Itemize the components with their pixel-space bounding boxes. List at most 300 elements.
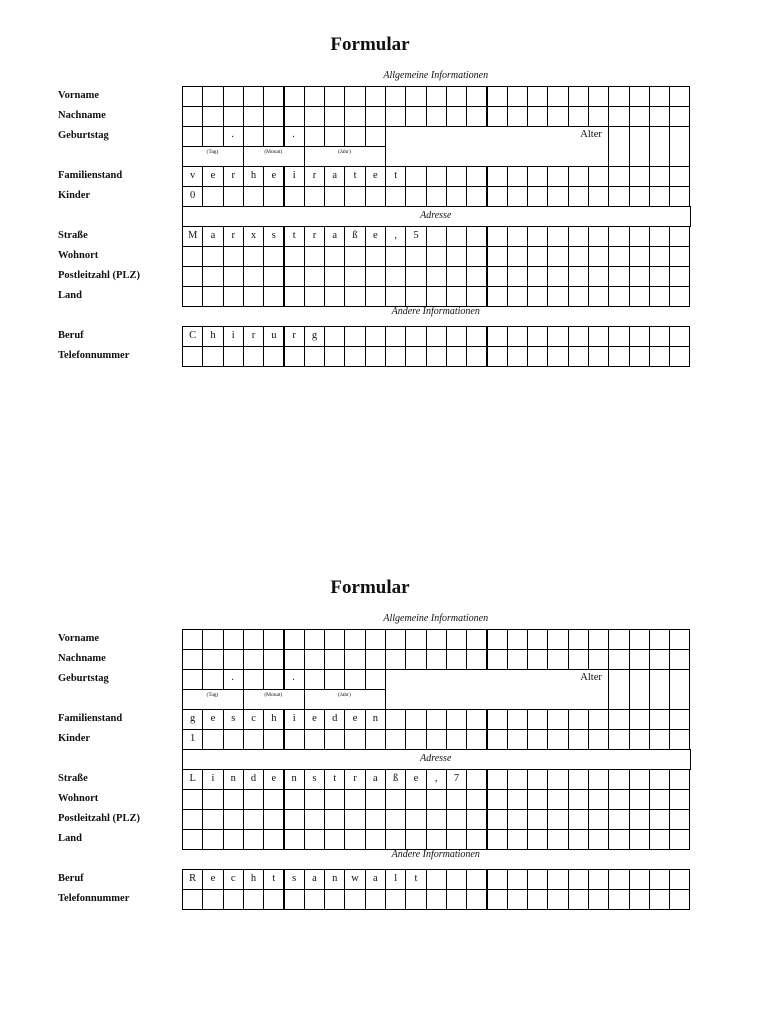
land-cell[interactable] — [344, 286, 365, 307]
strasse-cell[interactable] — [527, 769, 548, 790]
vorname-cell[interactable] — [568, 629, 589, 650]
beruf-cell[interactable]: t — [405, 869, 426, 890]
familienstand-cell[interactable]: d — [324, 709, 345, 730]
plz-cell[interactable] — [629, 266, 650, 287]
familienstand-cell[interactable] — [487, 709, 508, 730]
birthday-digit-cell[interactable] — [304, 126, 325, 147]
plz-cell[interactable] — [608, 266, 629, 287]
land-cell[interactable] — [507, 829, 528, 850]
wohnort-cell[interactable] — [629, 246, 650, 267]
vorname-cell[interactable] — [304, 86, 325, 107]
age-digit-cell[interactable] — [608, 126, 629, 167]
strasse-cell[interactable]: e — [405, 769, 426, 790]
familienstand-cell[interactable]: e — [304, 709, 325, 730]
land-cell[interactable] — [365, 829, 386, 850]
land-cell[interactable] — [284, 286, 305, 307]
telefon-cell[interactable] — [568, 889, 589, 910]
wohnort-cell[interactable] — [182, 246, 203, 267]
beruf-cell[interactable] — [507, 869, 528, 890]
beruf-cell[interactable] — [669, 326, 690, 347]
kinder-cell[interactable] — [284, 186, 305, 207]
plz-cell[interactable] — [669, 809, 690, 830]
strasse-cell[interactable]: t — [324, 769, 345, 790]
kinder-cell[interactable]: 0 — [182, 186, 203, 207]
land-cell[interactable] — [426, 829, 447, 850]
telefon-cell[interactable] — [223, 889, 244, 910]
land-cell[interactable] — [649, 286, 670, 307]
familienstand-cell[interactable] — [629, 709, 650, 730]
nachname-cell[interactable] — [649, 649, 670, 670]
telefon-cell[interactable] — [365, 889, 386, 910]
wohnort-cell[interactable] — [202, 246, 223, 267]
birthday-digit-cell[interactable] — [344, 126, 365, 147]
plz-cell[interactable] — [426, 266, 447, 287]
beruf-cell[interactable]: l — [385, 869, 406, 890]
telefon-cell[interactable] — [202, 346, 223, 367]
beruf-cell[interactable] — [405, 326, 426, 347]
land-cell[interactable] — [385, 829, 406, 850]
kinder-cell[interactable] — [588, 729, 609, 750]
strasse-cell[interactable]: e — [365, 226, 386, 247]
vorname-cell[interactable] — [608, 629, 629, 650]
land-cell[interactable] — [588, 829, 609, 850]
nachname-cell[interactable] — [385, 649, 406, 670]
plz-cell[interactable] — [547, 809, 568, 830]
kinder-cell[interactable] — [344, 729, 365, 750]
kinder-cell[interactable] — [568, 186, 589, 207]
plz-cell[interactable] — [223, 266, 244, 287]
familienstand-cell[interactable]: r — [223, 166, 244, 187]
telefon-cell[interactable] — [547, 889, 568, 910]
kinder-cell[interactable] — [284, 729, 305, 750]
telefon-cell[interactable] — [507, 346, 528, 367]
vorname-cell[interactable] — [547, 86, 568, 107]
plz-cell[interactable] — [263, 809, 284, 830]
land-cell[interactable] — [202, 286, 223, 307]
vorname-cell[interactable] — [304, 629, 325, 650]
land-cell[interactable] — [446, 286, 467, 307]
plz-cell[interactable] — [243, 266, 264, 287]
nachname-cell[interactable] — [284, 649, 305, 670]
plz-cell[interactable] — [426, 809, 447, 830]
nachname-cell[interactable] — [629, 649, 650, 670]
strasse-cell[interactable]: a — [202, 226, 223, 247]
wohnort-cell[interactable] — [182, 789, 203, 810]
vorname-cell[interactable] — [426, 86, 447, 107]
nachname-cell[interactable] — [202, 106, 223, 127]
kinder-cell[interactable] — [263, 186, 284, 207]
wohnort-cell[interactable] — [223, 789, 244, 810]
familienstand-cell[interactable]: e — [365, 166, 386, 187]
strasse-cell[interactable] — [608, 769, 629, 790]
familienstand-cell[interactable]: r — [304, 166, 325, 187]
strasse-cell[interactable] — [466, 769, 487, 790]
familienstand-cell[interactable] — [507, 166, 528, 187]
plz-cell[interactable] — [669, 266, 690, 287]
vorname-cell[interactable] — [649, 629, 670, 650]
strasse-cell[interactable]: x — [243, 226, 264, 247]
nachname-cell[interactable] — [385, 106, 406, 127]
kinder-cell[interactable] — [223, 186, 244, 207]
vorname-cell[interactable] — [223, 629, 244, 650]
vorname-cell[interactable] — [223, 86, 244, 107]
nachname-cell[interactable] — [182, 649, 203, 670]
nachname-cell[interactable] — [304, 106, 325, 127]
beruf-cell[interactable] — [365, 326, 386, 347]
nachname-cell[interactable] — [344, 649, 365, 670]
kinder-cell[interactable] — [385, 729, 406, 750]
wohnort-cell[interactable] — [588, 246, 609, 267]
strasse-cell[interactable] — [507, 769, 528, 790]
land-cell[interactable] — [243, 829, 264, 850]
wohnort-cell[interactable] — [568, 789, 589, 810]
land-cell[interactable] — [527, 286, 548, 307]
familienstand-cell[interactable] — [466, 709, 487, 730]
familienstand-cell[interactable] — [547, 709, 568, 730]
vorname-cell[interactable] — [446, 86, 467, 107]
telefon-cell[interactable] — [182, 889, 203, 910]
nachname-cell[interactable] — [547, 106, 568, 127]
plz-cell[interactable] — [629, 809, 650, 830]
familienstand-cell[interactable]: e — [263, 166, 284, 187]
strasse-cell[interactable] — [426, 226, 447, 247]
plz-cell[interactable] — [527, 266, 548, 287]
wohnort-cell[interactable] — [466, 789, 487, 810]
kinder-cell[interactable] — [568, 729, 589, 750]
nachname-cell[interactable] — [426, 649, 447, 670]
land-cell[interactable] — [608, 286, 629, 307]
kinder-cell[interactable] — [243, 186, 264, 207]
beruf-cell[interactable]: a — [365, 869, 386, 890]
telefon-cell[interactable] — [385, 346, 406, 367]
kinder-cell[interactable] — [466, 729, 487, 750]
wohnort-cell[interactable] — [304, 789, 325, 810]
strasse-cell[interactable]: e — [263, 769, 284, 790]
plz-cell[interactable] — [446, 266, 467, 287]
telefon-cell[interactable] — [466, 889, 487, 910]
wohnort-cell[interactable] — [223, 246, 244, 267]
birthday-digit-cell[interactable] — [365, 126, 386, 147]
wohnort-cell[interactable] — [284, 246, 305, 267]
plz-cell[interactable] — [284, 809, 305, 830]
vorname-cell[interactable] — [629, 86, 650, 107]
nachname-cell[interactable] — [588, 649, 609, 670]
telefon-cell[interactable] — [385, 889, 406, 910]
kinder-cell[interactable] — [365, 729, 386, 750]
nachname-cell[interactable] — [243, 649, 264, 670]
telefon-cell[interactable] — [629, 346, 650, 367]
familienstand-cell[interactable] — [446, 709, 467, 730]
strasse-cell[interactable] — [588, 226, 609, 247]
vorname-cell[interactable] — [344, 629, 365, 650]
nachname-cell[interactable] — [527, 106, 548, 127]
beruf-cell[interactable] — [385, 326, 406, 347]
land-cell[interactable] — [182, 829, 203, 850]
beruf-cell[interactable] — [324, 326, 345, 347]
beruf-cell[interactable] — [344, 326, 365, 347]
nachname-cell[interactable] — [568, 649, 589, 670]
strasse-cell[interactable] — [588, 769, 609, 790]
plz-cell[interactable] — [446, 809, 467, 830]
plz-cell[interactable] — [588, 266, 609, 287]
plz-cell[interactable] — [568, 809, 589, 830]
wohnort-cell[interactable] — [466, 246, 487, 267]
telefon-cell[interactable] — [568, 346, 589, 367]
telefon-cell[interactable] — [649, 889, 670, 910]
kinder-cell[interactable] — [405, 186, 426, 207]
wohnort-cell[interactable] — [365, 246, 386, 267]
beruf-cell[interactable] — [629, 869, 650, 890]
birthday-digit-cell[interactable] — [202, 126, 223, 147]
strasse-cell[interactable] — [608, 226, 629, 247]
birthday-digit-cell[interactable] — [263, 126, 284, 147]
beruf-cell[interactable] — [547, 326, 568, 347]
telefon-cell[interactable] — [669, 346, 690, 367]
plz-cell[interactable] — [588, 809, 609, 830]
land-cell[interactable] — [223, 286, 244, 307]
vorname-cell[interactable] — [649, 86, 670, 107]
telefon-cell[interactable] — [487, 346, 508, 367]
kinder-cell[interactable] — [669, 186, 690, 207]
land-cell[interactable] — [608, 829, 629, 850]
strasse-cell[interactable] — [547, 226, 568, 247]
plz-cell[interactable] — [405, 266, 426, 287]
vorname-cell[interactable] — [507, 629, 528, 650]
plz-cell[interactable] — [385, 266, 406, 287]
beruf-cell[interactable]: r — [243, 326, 264, 347]
beruf-cell[interactable] — [466, 869, 487, 890]
nachname-cell[interactable] — [365, 649, 386, 670]
beruf-cell[interactable]: s — [284, 869, 305, 890]
strasse-cell[interactable]: ß — [385, 769, 406, 790]
strasse-cell[interactable]: s — [263, 226, 284, 247]
telefon-cell[interactable] — [426, 889, 447, 910]
land-cell[interactable] — [649, 829, 670, 850]
telefon-cell[interactable] — [304, 889, 325, 910]
beruf-cell[interactable] — [466, 326, 487, 347]
nachname-cell[interactable] — [487, 106, 508, 127]
wohnort-cell[interactable] — [527, 789, 548, 810]
wohnort-cell[interactable] — [487, 246, 508, 267]
vorname-cell[interactable] — [527, 629, 548, 650]
kinder-cell[interactable] — [202, 729, 223, 750]
kinder-cell[interactable] — [243, 729, 264, 750]
strasse-cell[interactable] — [629, 769, 650, 790]
wohnort-cell[interactable] — [344, 246, 365, 267]
beruf-cell[interactable] — [568, 326, 589, 347]
land-cell[interactable] — [365, 286, 386, 307]
beruf-cell[interactable] — [608, 869, 629, 890]
birthday-digit-cell[interactable] — [182, 669, 203, 690]
plz-cell[interactable] — [365, 266, 386, 287]
strasse-cell[interactable]: t — [284, 226, 305, 247]
familienstand-cell[interactable]: a — [324, 166, 345, 187]
familienstand-cell[interactable] — [527, 709, 548, 730]
plz-cell[interactable] — [202, 266, 223, 287]
wohnort-cell[interactable] — [426, 246, 447, 267]
wohnort-cell[interactable] — [263, 789, 284, 810]
telefon-cell[interactable] — [202, 889, 223, 910]
strasse-cell[interactable]: s — [304, 769, 325, 790]
beruf-cell[interactable]: g — [304, 326, 325, 347]
land-cell[interactable] — [223, 829, 244, 850]
plz-cell[interactable] — [223, 809, 244, 830]
wohnort-cell[interactable] — [547, 246, 568, 267]
plz-cell[interactable] — [608, 809, 629, 830]
kinder-cell[interactable] — [507, 729, 528, 750]
strasse-cell[interactable]: L — [182, 769, 203, 790]
wohnort-cell[interactable] — [385, 246, 406, 267]
beruf-cell[interactable]: c — [223, 869, 244, 890]
birthday-digit-cell[interactable] — [304, 669, 325, 690]
strasse-cell[interactable]: r — [304, 226, 325, 247]
kinder-cell[interactable] — [202, 186, 223, 207]
beruf-cell[interactable] — [446, 326, 467, 347]
wohnort-cell[interactable] — [547, 789, 568, 810]
birthday-digit-cell[interactable] — [324, 669, 345, 690]
nachname-cell[interactable] — [202, 649, 223, 670]
familienstand-cell[interactable] — [405, 709, 426, 730]
wohnort-cell[interactable] — [608, 789, 629, 810]
land-cell[interactable] — [243, 286, 264, 307]
vorname-cell[interactable] — [547, 629, 568, 650]
familienstand-cell[interactable]: e — [202, 166, 223, 187]
strasse-cell[interactable] — [629, 226, 650, 247]
wohnort-cell[interactable] — [405, 789, 426, 810]
nachname-cell[interactable] — [405, 106, 426, 127]
plz-cell[interactable] — [466, 809, 487, 830]
familienstand-cell[interactable]: h — [243, 166, 264, 187]
nachname-cell[interactable] — [649, 106, 670, 127]
land-cell[interactable] — [568, 829, 589, 850]
wohnort-cell[interactable] — [446, 246, 467, 267]
beruf-cell[interactable] — [629, 326, 650, 347]
nachname-cell[interactable] — [507, 106, 528, 127]
nachname-cell[interactable] — [527, 649, 548, 670]
telefon-cell[interactable] — [263, 889, 284, 910]
strasse-cell[interactable]: , — [426, 769, 447, 790]
familienstand-cell[interactable] — [608, 709, 629, 730]
telefon-cell[interactable] — [284, 346, 305, 367]
kinder-cell[interactable] — [547, 186, 568, 207]
familienstand-cell[interactable] — [629, 166, 650, 187]
familienstand-cell[interactable]: t — [344, 166, 365, 187]
vorname-cell[interactable] — [466, 629, 487, 650]
beruf-cell[interactable]: C — [182, 326, 203, 347]
land-cell[interactable] — [669, 829, 690, 850]
kinder-cell[interactable] — [426, 729, 447, 750]
wohnort-cell[interactable] — [527, 246, 548, 267]
telefon-cell[interactable] — [629, 889, 650, 910]
vorname-cell[interactable] — [243, 86, 264, 107]
nachname-cell[interactable] — [426, 106, 447, 127]
plz-cell[interactable] — [324, 809, 345, 830]
strasse-cell[interactable]: n — [284, 769, 305, 790]
vorname-cell[interactable] — [405, 86, 426, 107]
land-cell[interactable] — [324, 829, 345, 850]
nachname-cell[interactable] — [669, 106, 690, 127]
vorname-cell[interactable] — [243, 629, 264, 650]
kinder-cell[interactable] — [466, 186, 487, 207]
kinder-cell[interactable] — [446, 729, 467, 750]
nachname-cell[interactable] — [324, 106, 345, 127]
familienstand-cell[interactable] — [426, 166, 447, 187]
land-cell[interactable] — [547, 829, 568, 850]
plz-cell[interactable] — [507, 809, 528, 830]
age-digit-cell[interactable] — [669, 669, 690, 710]
birthday-digit-cell[interactable] — [344, 669, 365, 690]
telefon-cell[interactable] — [608, 346, 629, 367]
strasse-cell[interactable]: 5 — [405, 226, 426, 247]
vorname-cell[interactable] — [324, 86, 345, 107]
wohnort-cell[interactable] — [669, 246, 690, 267]
nachname-cell[interactable] — [608, 649, 629, 670]
land-cell[interactable] — [263, 829, 284, 850]
wohnort-cell[interactable] — [284, 789, 305, 810]
strasse-cell[interactable]: M — [182, 226, 203, 247]
telefon-cell[interactable] — [487, 889, 508, 910]
vorname-cell[interactable] — [487, 86, 508, 107]
familienstand-cell[interactable] — [649, 166, 670, 187]
strasse-cell[interactable]: a — [365, 769, 386, 790]
birthday-digit-cell[interactable] — [182, 126, 203, 147]
wohnort-cell[interactable] — [507, 789, 528, 810]
vorname-cell[interactable] — [405, 629, 426, 650]
age-digit-cell[interactable] — [629, 669, 650, 710]
familienstand-cell[interactable]: i — [284, 166, 305, 187]
beruf-cell[interactable]: h — [243, 869, 264, 890]
plz-cell[interactable] — [527, 809, 548, 830]
plz-cell[interactable] — [385, 809, 406, 830]
plz-cell[interactable] — [263, 266, 284, 287]
kinder-cell[interactable] — [629, 186, 650, 207]
vorname-cell[interactable] — [487, 629, 508, 650]
familienstand-cell[interactable]: c — [243, 709, 264, 730]
kinder-cell[interactable] — [324, 729, 345, 750]
land-cell[interactable] — [629, 829, 650, 850]
beruf-cell[interactable]: n — [324, 869, 345, 890]
vorname-cell[interactable] — [263, 629, 284, 650]
beruf-cell[interactable] — [588, 869, 609, 890]
kinder-cell[interactable] — [304, 186, 325, 207]
familienstand-cell[interactable]: n — [365, 709, 386, 730]
telefon-cell[interactable] — [669, 889, 690, 910]
strasse-cell[interactable] — [669, 226, 690, 247]
birthday-digit-cell[interactable] — [365, 669, 386, 690]
vorname-cell[interactable] — [365, 86, 386, 107]
wohnort-cell[interactable] — [446, 789, 467, 810]
kinder-cell[interactable] — [629, 729, 650, 750]
strasse-cell[interactable]: 7 — [446, 769, 467, 790]
birthday-digit-cell[interactable] — [324, 126, 345, 147]
telefon-cell[interactable] — [344, 346, 365, 367]
strasse-cell[interactable]: i — [202, 769, 223, 790]
plz-cell[interactable] — [507, 266, 528, 287]
telefon-cell[interactable] — [365, 346, 386, 367]
land-cell[interactable] — [527, 829, 548, 850]
nachname-cell[interactable] — [446, 106, 467, 127]
kinder-cell[interactable] — [324, 186, 345, 207]
beruf-cell[interactable] — [669, 869, 690, 890]
kinder-cell[interactable] — [223, 729, 244, 750]
nachname-cell[interactable] — [365, 106, 386, 127]
wohnort-cell[interactable] — [202, 789, 223, 810]
beruf-cell[interactable]: u — [263, 326, 284, 347]
vorname-cell[interactable] — [385, 86, 406, 107]
telefon-cell[interactable] — [446, 346, 467, 367]
birthday-digit-cell[interactable] — [202, 669, 223, 690]
beruf-cell[interactable] — [426, 869, 447, 890]
